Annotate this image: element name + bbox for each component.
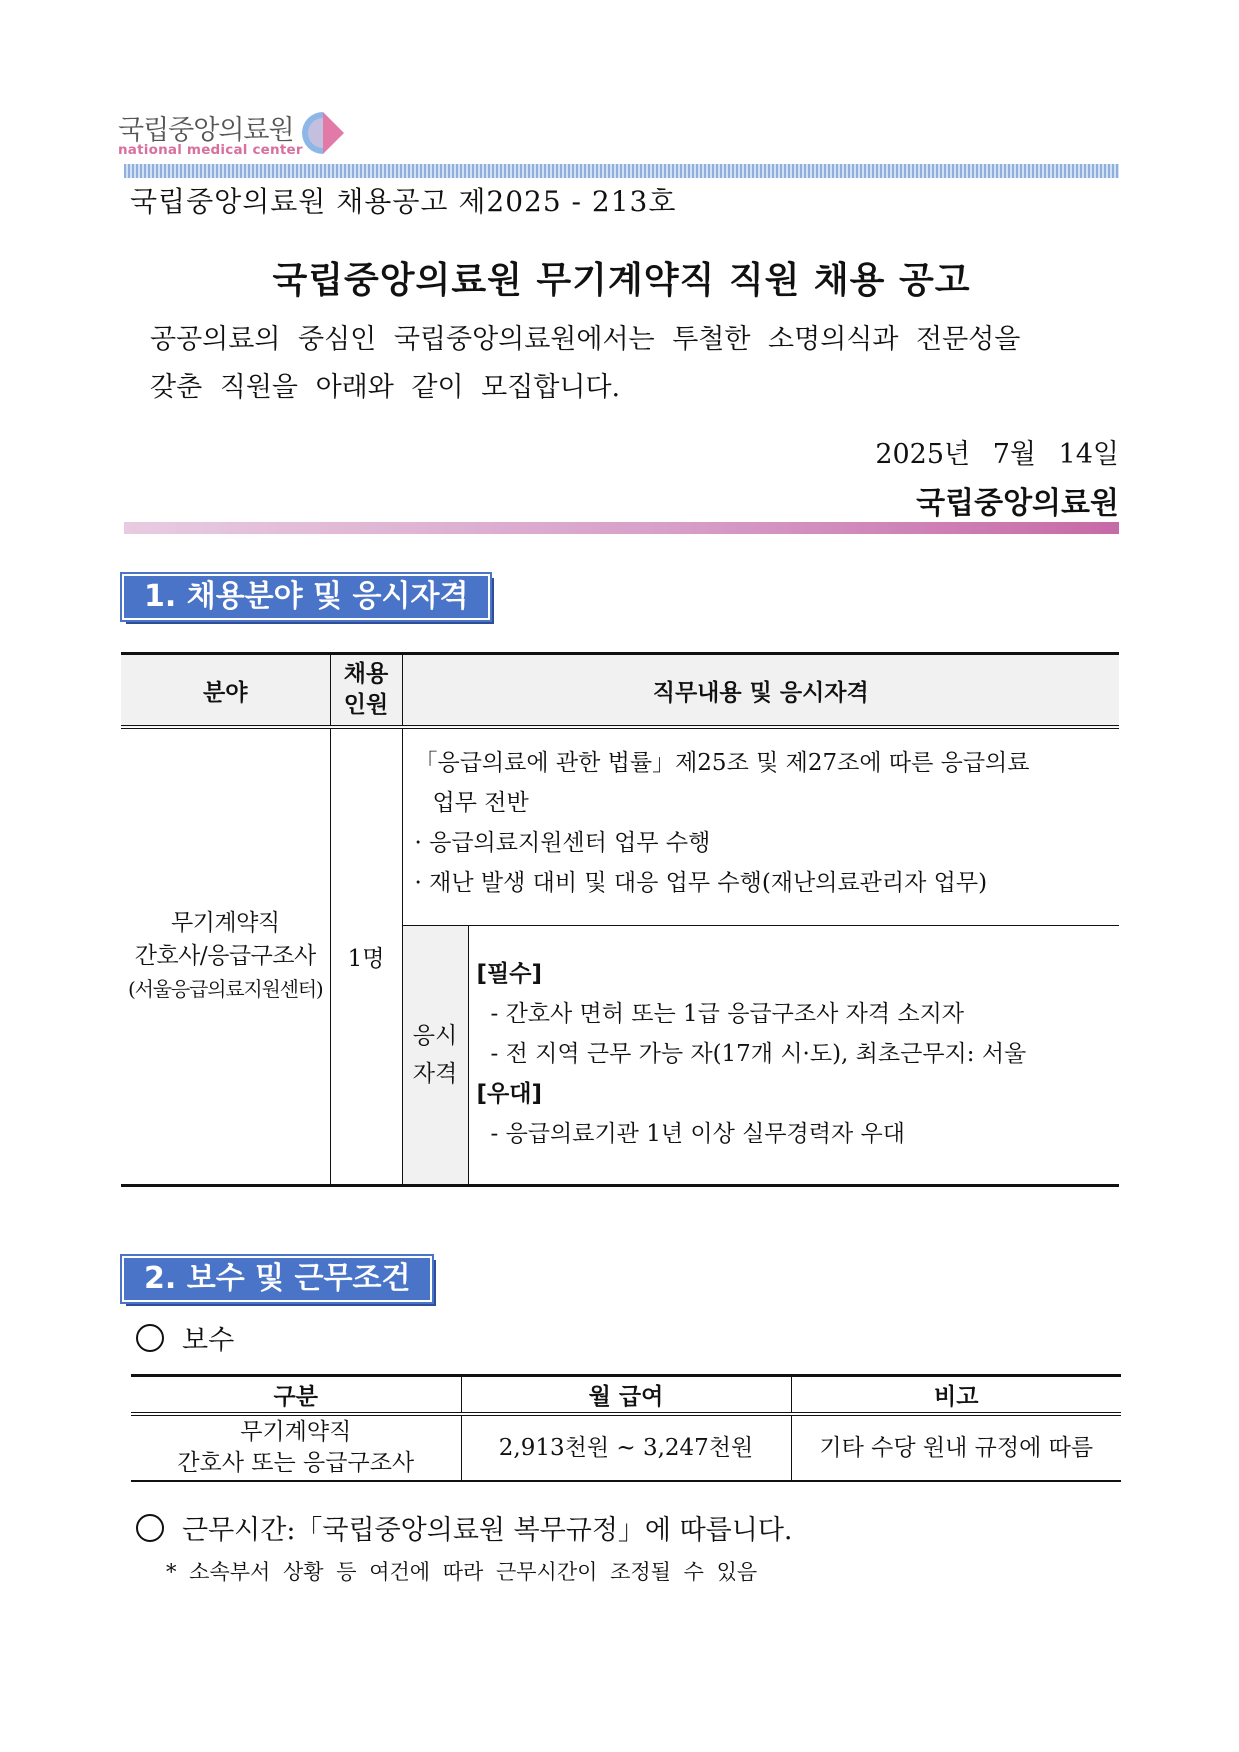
remark-cell: 기타 수당 원내 규정에 따름 <box>791 1414 1121 1481</box>
work-hours-note: * 소속부서 상황 등 여건에 따라 근무시간이 조정될 수 있음 <box>166 1560 758 1584</box>
category-line-2: 간호사 또는 응급구조사 <box>177 1450 415 1476</box>
qualification-label-line-2: 자격 <box>412 1061 458 1087</box>
qualification-label-line-1: 응시 <box>412 1023 458 1049</box>
header-count <box>330 654 402 728</box>
logo-name-en: national medical center <box>118 142 303 158</box>
duty-line-2: · 응급의료지원센터 업무 수행 <box>414 830 711 856</box>
intro-paragraph <box>150 316 1110 412</box>
pay-label-text: 보수 <box>182 1325 235 1356</box>
organization-name: 국립중앙의료원 <box>916 486 1119 521</box>
header-stripe <box>124 164 1119 178</box>
salary-cell: 2,913천원 ~ 3,247천원 <box>461 1414 791 1481</box>
preferred-item-1: - 응급의료기관 1년 이상 실무경력자 우대 <box>490 1121 905 1147</box>
table-row <box>131 1414 1121 1481</box>
duty-line-1b: 업무 전반 <box>432 790 529 816</box>
header-salary: 월 급여 <box>461 1376 791 1415</box>
required-item-1: - 간호사 면허 또는 1급 응급구조사 자격 소지자 <box>490 1001 965 1027</box>
header-remark: 비고 <box>791 1376 1121 1415</box>
field-cell <box>121 727 330 1186</box>
required-title: [필수] <box>476 961 542 987</box>
field-line-3: (서울응급의료지원센터) <box>128 977 323 1001</box>
qualification-body <box>468 926 1119 1186</box>
intro-line-1: 공공의료의 중심인 국립중앙의료원에서는 투철한 소명의식과 전문성을 <box>150 324 1021 355</box>
section-2-heading: 2. 보수 및 근무조건 <box>122 1256 432 1302</box>
header-count-line-1: 채용 <box>343 661 389 687</box>
circle-bullet-icon <box>136 1324 164 1352</box>
duty-cell <box>402 727 1119 926</box>
header-count-line-2: 인원 <box>343 692 389 718</box>
page-title: 국립중앙의료원 무기계약직 직원 채용 공고 <box>272 260 971 301</box>
notice-date: 2025년 7월 14일 <box>875 439 1119 470</box>
circle-bullet-icon <box>136 1514 164 1542</box>
divider-stripe <box>124 522 1119 534</box>
logo-mark-icon <box>300 110 346 156</box>
category-cell <box>131 1414 461 1481</box>
table-header-row <box>121 654 1119 728</box>
header-field: 분야 <box>121 654 330 728</box>
duty-line-1a: 「응급의료에 관한 법률」제25조 및 제27조에 따른 응급의료 <box>414 750 1030 776</box>
logo <box>118 108 358 164</box>
salary-table <box>131 1374 1121 1482</box>
table-row <box>121 727 1119 926</box>
required-item-2: - 전 지역 근무 가능 자(17개 시·도), 최초근무지: 서울 <box>490 1041 1027 1067</box>
notice-number: 국립중앙의료원 채용공고 제2025 - 213호 <box>130 185 677 218</box>
field-line-1: 무기계약직 <box>170 910 280 936</box>
recruitment-table <box>121 652 1119 1187</box>
pay-label <box>136 1318 234 1357</box>
logo-name-ko: 국립중앙의료원 <box>118 115 294 146</box>
category-line-1: 무기계약직 <box>240 1419 352 1445</box>
intro-line-2: 갖춘 직원을 아래와 같이 모집합니다. <box>150 372 621 403</box>
header-category: 구분 <box>131 1376 461 1415</box>
section-1-heading: 1. 채용분야 및 응시자격 <box>122 574 490 620</box>
work-hours <box>136 1508 792 1547</box>
preferred-title: [우대] <box>476 1081 542 1107</box>
count-cell: 1명 <box>330 727 402 1186</box>
header-duty: 직무내용 및 응시자격 <box>402 654 1119 728</box>
field-line-2: 간호사/응급구조사 <box>134 943 316 969</box>
qualification-label <box>402 926 468 1186</box>
table-header-row <box>131 1376 1121 1415</box>
work-hours-text: 근무시간:「국립중앙의료원 복무규정」에 따릅니다. <box>182 1515 793 1546</box>
duty-line-3: · 재난 발생 대비 및 대응 업무 수행(재난의료관리자 업무) <box>414 870 988 896</box>
